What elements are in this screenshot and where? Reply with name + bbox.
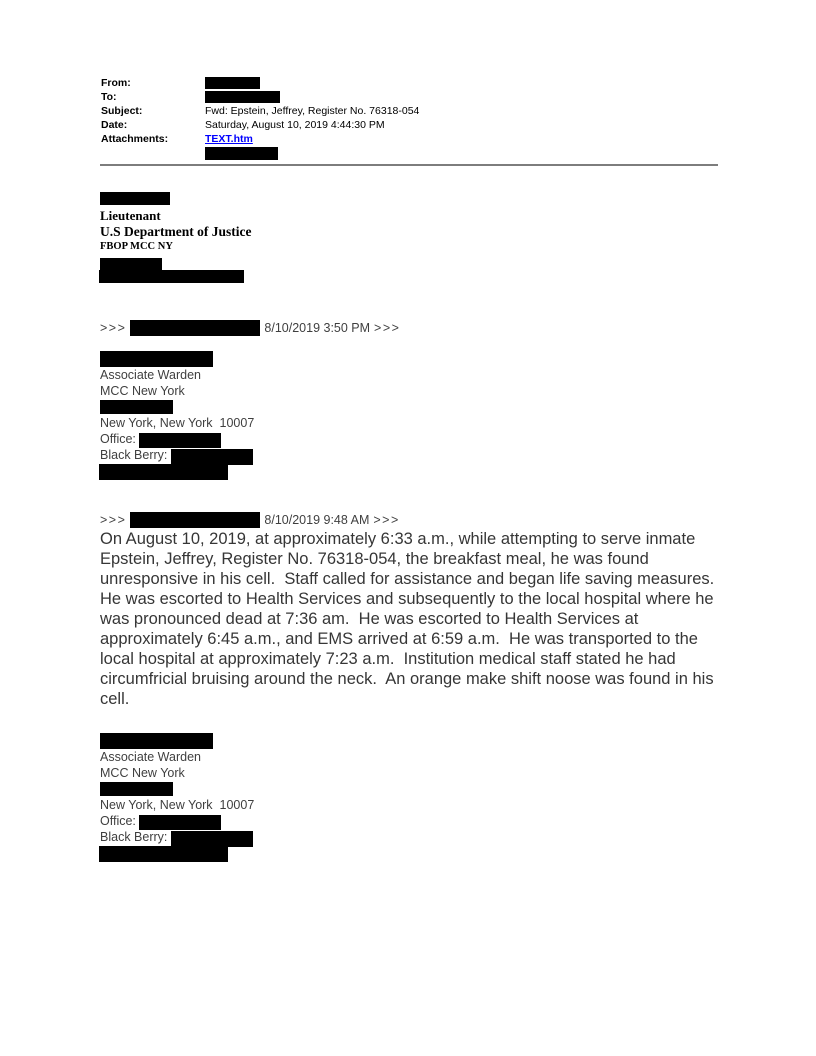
forward-prefix: >>>	[100, 321, 127, 335]
header-row-attachment-redacted	[101, 146, 419, 160]
forward-separator-2	[100, 512, 400, 528]
redaction-bar	[99, 846, 228, 862]
header-row-subject	[101, 104, 419, 118]
redaction-bar	[171, 831, 253, 847]
date-label: Date:	[101, 119, 128, 131]
redaction-bar	[139, 433, 221, 448]
warden-signature-block-1	[100, 351, 254, 479]
redaction-bar	[100, 351, 213, 367]
redaction-bar	[100, 733, 213, 749]
attachment-link[interactable]: TEXT.htm	[205, 133, 253, 145]
warden-facility: MCC New York	[100, 384, 185, 398]
warden-title: Associate Warden	[100, 750, 201, 764]
redaction-bar	[171, 449, 253, 465]
header-row-attachments	[101, 132, 419, 146]
redaction-bar	[205, 77, 260, 89]
forward-timestamp: 8/10/2019 9:48 AM	[264, 513, 370, 527]
blackberry-label: Black Berry:	[100, 830, 168, 844]
sender-bureau: FBOP MCC NY	[100, 241, 173, 252]
forward-separator-1	[100, 320, 400, 336]
sender-department: U.S Department of Justice	[100, 224, 252, 239]
redaction-bar	[100, 782, 173, 796]
blackberry-label: Black Berry:	[100, 448, 168, 462]
redaction-bar	[130, 320, 260, 336]
forward-suffix: >>>	[373, 513, 400, 527]
header-row-from	[101, 76, 419, 90]
warden-title: Associate Warden	[100, 368, 201, 382]
date-value: Saturday, August 10, 2019 4:44:30 PM	[205, 119, 385, 131]
email-header	[101, 76, 419, 160]
redaction-bar	[99, 270, 244, 283]
forward-suffix: >>>	[374, 321, 401, 335]
office-label: Office:	[100, 814, 136, 828]
warden-city: New York, New York 10007	[100, 416, 255, 430]
warden-city: New York, New York 10007	[100, 798, 255, 812]
forward-timestamp: 8/10/2019 3:50 PM	[264, 321, 371, 335]
header-row-date	[101, 118, 419, 132]
warden-signature-block-2	[100, 733, 254, 861]
from-label: From:	[101, 77, 131, 89]
redaction-bar	[130, 512, 260, 528]
redaction-bar	[100, 400, 173, 414]
redaction-bar	[205, 91, 280, 103]
subject-value: Fwd: Epstein, Jeffrey, Register No. 76318-054	[205, 105, 420, 117]
to-label: To:	[101, 91, 117, 103]
warden-facility: MCC New York	[100, 766, 185, 780]
office-label: Office:	[100, 432, 136, 446]
sender-title: Lieutenant	[100, 208, 161, 223]
sender-signature-block	[100, 192, 251, 283]
attachments-label: Attachments:	[101, 133, 169, 145]
redaction-bar	[139, 815, 221, 830]
email-body-paragraph: On August 10, 2019, at approximately 6:33 a.m., while attempting to serve inmate Epstein, Jeffrey, Register No. 76318-054, the breakfast meal, he was found unresponsive in his cell. Staff called for assistance and began life saving measures. He was escorted to Health Services and subsequently to the local hospital where he was pronounced dead at 7:36 am. He was escorted to Health Services at approximately 6:45 a.m., and EMS arrived at 6:59 a.m. He was transported to the local hospital at approximately 7:23 a.m. Institution medical staff stated he had circumfricial bruising around the neck. An orange make shift noose was found in his cell.	[100, 530, 724, 708]
redaction-bar	[99, 464, 228, 480]
redaction-bar	[100, 258, 162, 270]
forward-prefix: >>>	[100, 513, 127, 527]
redaction-bar	[100, 192, 170, 205]
subject-label: Subject:	[101, 105, 143, 117]
header-divider	[100, 164, 718, 166]
header-row-to	[101, 90, 419, 104]
redaction-bar	[205, 147, 278, 160]
